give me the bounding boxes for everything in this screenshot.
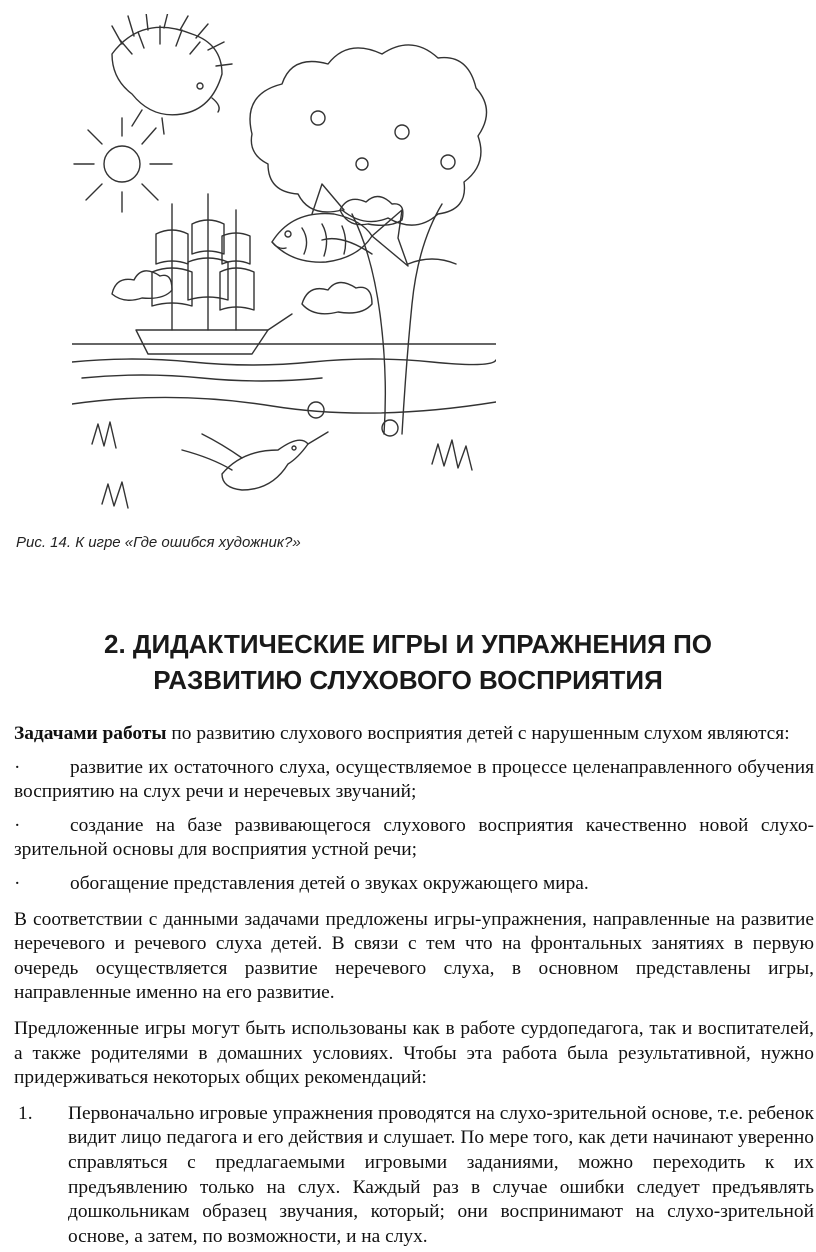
figure-caption: Рис. 14. К игре «Где ошибся художник?» [16, 534, 301, 551]
coloring-illustration [72, 14, 496, 510]
paragraph: Предложенные игры могут быть использованы как в работе сурдопедагога, так и воспитателей, а также родителями в домашних условиях. Чтобы эта работа была результативной, нужно придерживаться некоторых общих рекомендаций: [14, 1017, 814, 1089]
bullet-text: обогащение представления детей о звуках окружающего мира. [70, 872, 589, 894]
body-text [14, 722, 814, 1249]
numbered-item [14, 1102, 814, 1250]
tree-drawing [250, 45, 487, 434]
intro-rest: по развитию слухового восприятия детей с нарушенным слухом являются: [166, 723, 790, 744]
cloud-drawing [112, 271, 172, 300]
bullet-item [14, 814, 814, 863]
bullet-item [14, 872, 814, 897]
bullet-marker: · [14, 814, 21, 836]
sea-lines [72, 344, 496, 381]
section-heading [0, 626, 816, 698]
bullet-item [14, 756, 814, 805]
bullet-marker: · [14, 756, 21, 778]
intro-bold: Задачами работы [14, 723, 167, 744]
section-heading-line-2: РАЗВИТИЮ СЛУХОВОГО ВОСПРИЯТИЯ [153, 665, 663, 695]
bullet-text: создание на базе развивающегося слухового восприятия качественно новой слухо-зрительной основы для восприятия устной речи; [14, 814, 814, 861]
bird-drawing [182, 432, 328, 490]
intro-paragraph [14, 722, 814, 747]
numbered-item-text: Первоначально игровые упражнения проводятся на слухо-зрительной основе, т.е. ребенок видит лицо педагога и его действия и слушает. По мере того, как дети начинают уверенно справляться с предлагаемыми игровыми заданиями, можно переходить к их предъявлению только на слух. Каждый раз в случае ошибки следует предъявлять дошкольникам образец звучания, который; они воспринимают на слухо-зрительной основе, а затем, по возможности, и на слух. [68, 1102, 814, 1247]
grass-drawing [72, 397, 496, 508]
cloud-drawing-2 [302, 282, 372, 313]
hedgehog-drawing [112, 14, 232, 134]
sun-drawing [74, 118, 172, 212]
bullet-text: развитие их остаточного слуха, осуществляемое в процессе целенаправленного обучения восприятию на слух речи и неречевых звучаний; [14, 756, 814, 803]
section-heading-line-1: 2. ДИДАКТИЧЕСКИЕ ИГРЫ И УПРАЖНЕНИЯ ПО [104, 629, 712, 659]
apple-drawing [308, 402, 324, 418]
bullet-marker: · [14, 872, 21, 894]
paragraph: В соответствии с данными задачами предложены игры-упражнения, направленные на развитие неречевого и речевого слуха детей. В связи с тем что на фронтальных занятиях в первую очередь осуществляется развитие неречевого слуха, в основном представлены игры, направленные именно на его развитие. [14, 908, 814, 1004]
item-number: 1. [18, 1102, 33, 1124]
ship-drawing [136, 194, 292, 354]
